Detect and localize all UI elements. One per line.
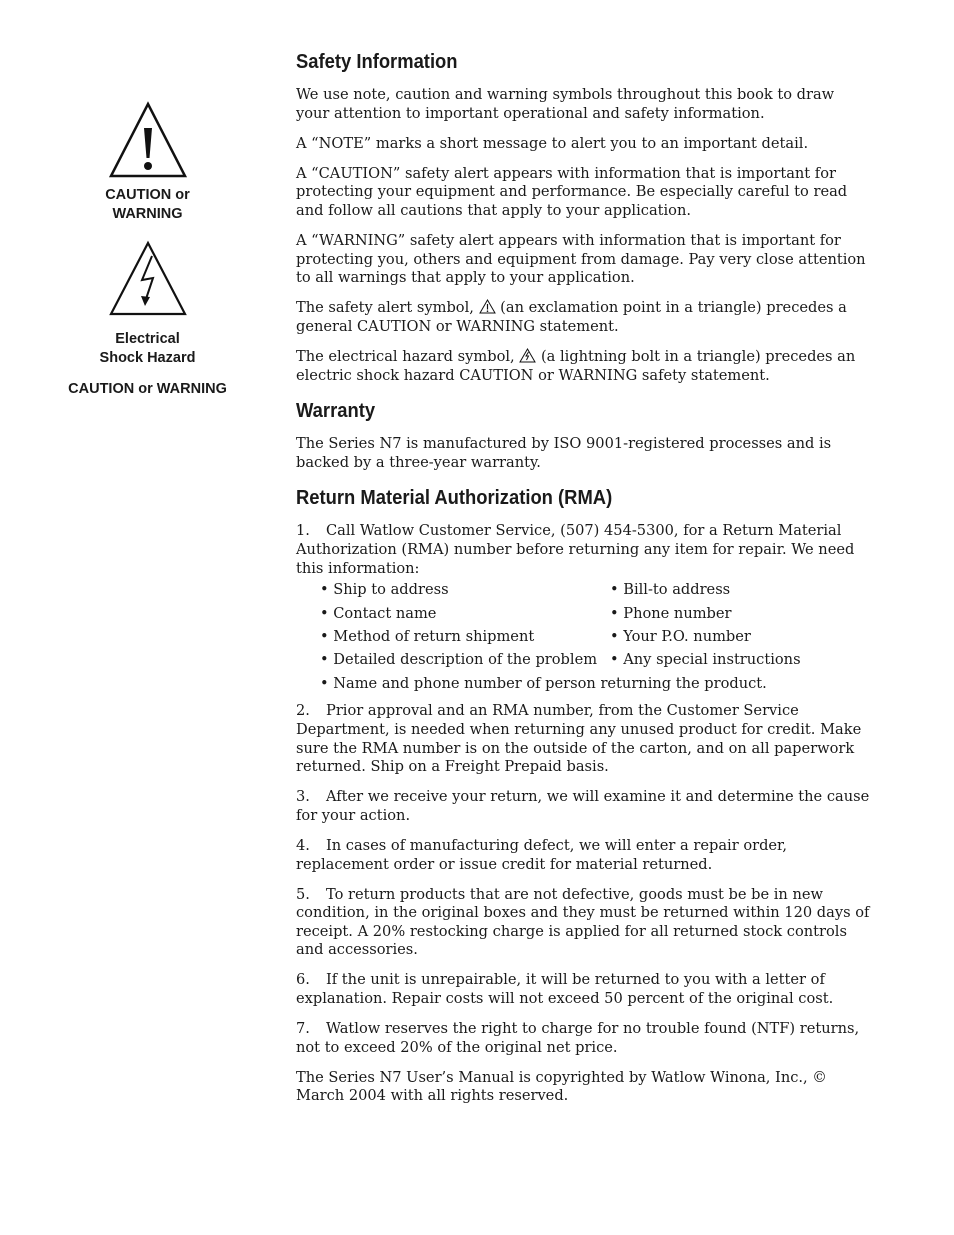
list-item: • Ship to address bbox=[320, 581, 449, 599]
caution-or-warning-caption: CAUTION or WARNING bbox=[68, 381, 227, 397]
warranty-heading: Warranty bbox=[296, 400, 376, 423]
electrical-hazard-paragraph: The electrical hazard symbol, (a lightning bolt in a triangle) precedes an electric shock hazard CAUTION or WARNING safety statement. bbox=[296, 348, 856, 384]
caution-paragraph: A “CAUTION” safety alert appears with information that is important for protecting your equipment and performance. Be especially careful to read and follow all cautions that apply to your application. bbox=[296, 164, 848, 219]
rma-info-list bbox=[320, 581, 870, 693]
caution-caption: CAUTION or WARNING bbox=[105, 187, 190, 222]
list-item: • Method of return shipment bbox=[320, 627, 535, 645]
list-item: • Any special instructions bbox=[610, 651, 801, 669]
copyright-notice: The Series N7 User’s Manual is copyrighted by Watlow Winona, Inc., © March 2004 with all rights reserved. bbox=[296, 1068, 827, 1105]
safety-alert-paragraph: The safety alert symbol, (an exclamation point in a triangle) precedes a general CAUTION or WARNING statement. bbox=[296, 299, 847, 335]
main-content bbox=[296, 50, 870, 1118]
rma-heading: Return Material Authorization (RMA) bbox=[296, 487, 613, 510]
rma-item-2: 2. Prior approval and an RMA number, from the Customer Service Department, is needed when returning any unused product for credit. Make sure the RMA number is on the outside of the carton, and on all paperwork returned. Ship on a Freight Prepaid basis. bbox=[296, 702, 862, 776]
exclamation-triangle-icon bbox=[108, 100, 188, 178]
sidebar bbox=[40, 100, 255, 399]
lightning-triangle-icon bbox=[519, 348, 536, 363]
warranty-paragraph: The Series N7 is manufactured by ISO 9001-registered processes and is backed by a three-year warranty. bbox=[296, 435, 832, 471]
list-item: • Contact name bbox=[320, 604, 437, 622]
shock-hazard-caption: Electrical Shock Hazard bbox=[99, 331, 196, 366]
rma-item-6: 6. If the unit is unrepairable, it will be returned to you with a letter of explanation. Repair costs will not exceed 50 percent of the original cost. bbox=[296, 971, 834, 1008]
safety-heading: Safety Information bbox=[296, 51, 458, 73]
note-paragraph: A “NOTE” marks a short message to alert you to an important detail. bbox=[296, 134, 809, 152]
rma-item-1: 1. Call Watlow Customer Service, (507) 454-5300, for a Return Material Authorization (RMA) number before returning any item for repair. We need this information: bbox=[296, 522, 855, 577]
exclamation-triangle-icon bbox=[479, 299, 496, 314]
rma-item-5: 5. To return products that are not defective, goods must be be in new condition, in the original boxes and they must be returned within 120 days of receipt. A 20% restocking charge is applied for all returned stock controls and accessories. bbox=[296, 885, 870, 959]
warning-paragraph: A “WARNING” safety alert appears with information that is important for protecting you, others and equipment from damage. Pay very close attention to all warnings that apply to your application. bbox=[296, 232, 866, 287]
list-item: • Name and phone number of person returning the product. bbox=[320, 674, 767, 692]
list-item: • Phone number bbox=[610, 604, 732, 622]
rma-item-4: 4. In cases of manufacturing defect, we will enter a repair order, replacement order or issue credit for material returned. bbox=[296, 836, 788, 873]
rma-item-3: 3. After we receive your return, we will examine it and determine the cause for your action. bbox=[296, 788, 870, 824]
list-item: • Bill-to address bbox=[610, 581, 731, 599]
list-item: • Detailed description of the problem bbox=[320, 651, 598, 669]
lightning-triangle-icon bbox=[108, 240, 188, 316]
rma-item-7: 7. Watlow reserves the right to charge for no trouble found (NTF) returns, not to exceed 20% of the original net price. bbox=[296, 1020, 860, 1056]
list-item: • Your P.O. number bbox=[610, 627, 751, 645]
safety-paragraph: We use note, caution and warning symbols throughout this book to draw your attention to important operational and safety information. bbox=[296, 86, 835, 122]
